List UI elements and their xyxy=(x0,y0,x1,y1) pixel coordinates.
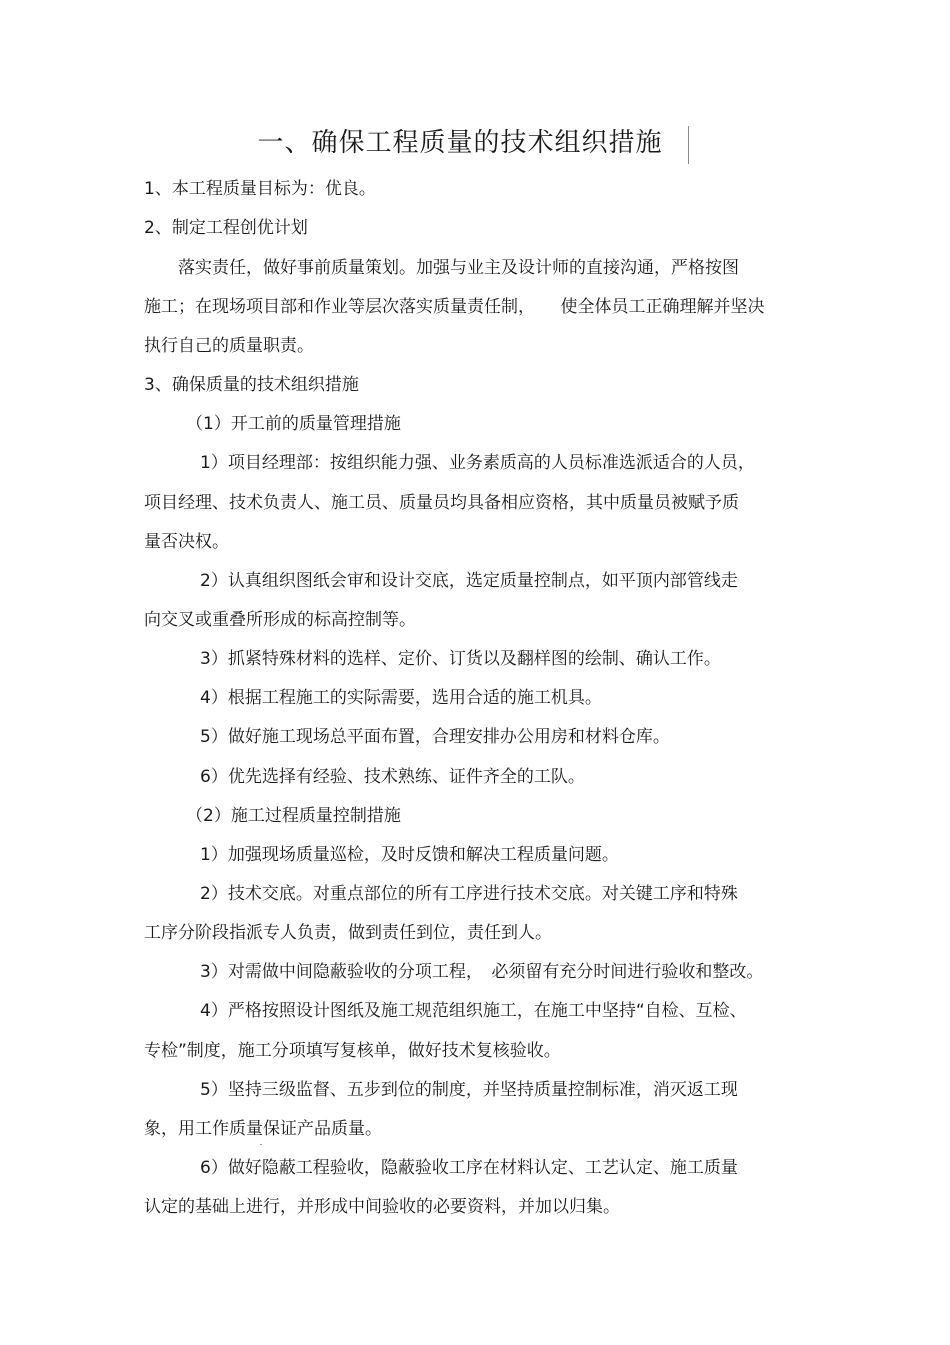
text-line: 1）加强现场质量巡检，及时反馈和解决工程质量问题。 xyxy=(200,845,619,865)
text-line: 4）根据工程施工的实际需要，选用合适的施工机具。 xyxy=(200,688,602,708)
title-divider xyxy=(688,126,689,164)
text-line: 3）对需做中间隐蔽验收的分项工程， 必须留有充分时间进行验收和整改。 xyxy=(200,962,764,982)
text-line: 5）做好施工现场总平面布置，合理安排办公用房和材料仓库。 xyxy=(200,727,670,747)
scan-speck xyxy=(260,1144,262,1145)
text-line: （2）施工过程质量控制措施 xyxy=(186,806,401,826)
text-line: 执行自己的质量职责。 xyxy=(144,336,314,356)
text-line: 认定的基础上进行，并形成中间验收的必要资料，并加以归集。 xyxy=(144,1197,620,1217)
text-line: 落实责任，做好事前质量策划。加强与业主及设计师的直接沟通，严格按图 xyxy=(178,258,739,278)
text-line: 2）技术交底。对重点部位的所有工序进行技术交底。对关键工序和特殊 xyxy=(200,884,738,904)
text-line: 工序分阶段指派专人负责，做到责任到位，责任到人。 xyxy=(144,923,552,943)
text-line: 1、本工程质量目标为：优良。 xyxy=(144,179,376,199)
text-line: 施工；在现场项目部和作业等层次落实质量责任制， 使全体员工正确理解并坚决 xyxy=(144,297,765,317)
text-line: 1）项目经理部：按组织能力强、业务素质高的人员标准选派适合的人员， xyxy=(200,453,755,473)
text-line: （1）开工前的质量管理措施 xyxy=(186,414,401,434)
text-line: 4）严格按照设计图纸及施工规范组织施工，在施工中坚持“自检、互检、 xyxy=(200,1001,747,1021)
text-line: 2、制定工程创优计划 xyxy=(144,218,308,238)
document-title: 一、确保工程质量的技术组织措施 xyxy=(257,128,663,158)
text-line: 3）抓紧特殊材料的选样、定价、订货以及翻样图的绘制、确认工作。 xyxy=(200,649,721,669)
text-line: 向交叉或重叠所形成的标高控制等。 xyxy=(144,610,416,630)
text-line: 3、确保质量的技术组织措施 xyxy=(144,375,359,395)
text-line: 6）做好隐蔽工程验收，隐蔽验收工序在材料认定、工艺认定、施工质量 xyxy=(200,1158,738,1178)
text-line: 量否决权。 xyxy=(144,532,229,552)
text-line: 6）优先选择有经验、技术熟练、证件齐全的工队。 xyxy=(200,767,585,787)
text-line: 象，用工作质量保证产品质量。 xyxy=(144,1119,382,1139)
text-line: 2）认真组织图纸会审和设计交底，选定质量控制点，如平顶内部管线走 xyxy=(200,571,738,591)
text-line: 项目经理、技术负责人、施工员、质量员均具备相应资格，其中质量员被赋予质 xyxy=(144,493,739,513)
text-line: 专检”制度，施工分项填写复核单，做好技术复核验收。 xyxy=(144,1041,561,1061)
text-line: 5）坚持三级监督、五步到位的制度，并坚持质量控制标准，消灭返工现 xyxy=(200,1080,738,1100)
